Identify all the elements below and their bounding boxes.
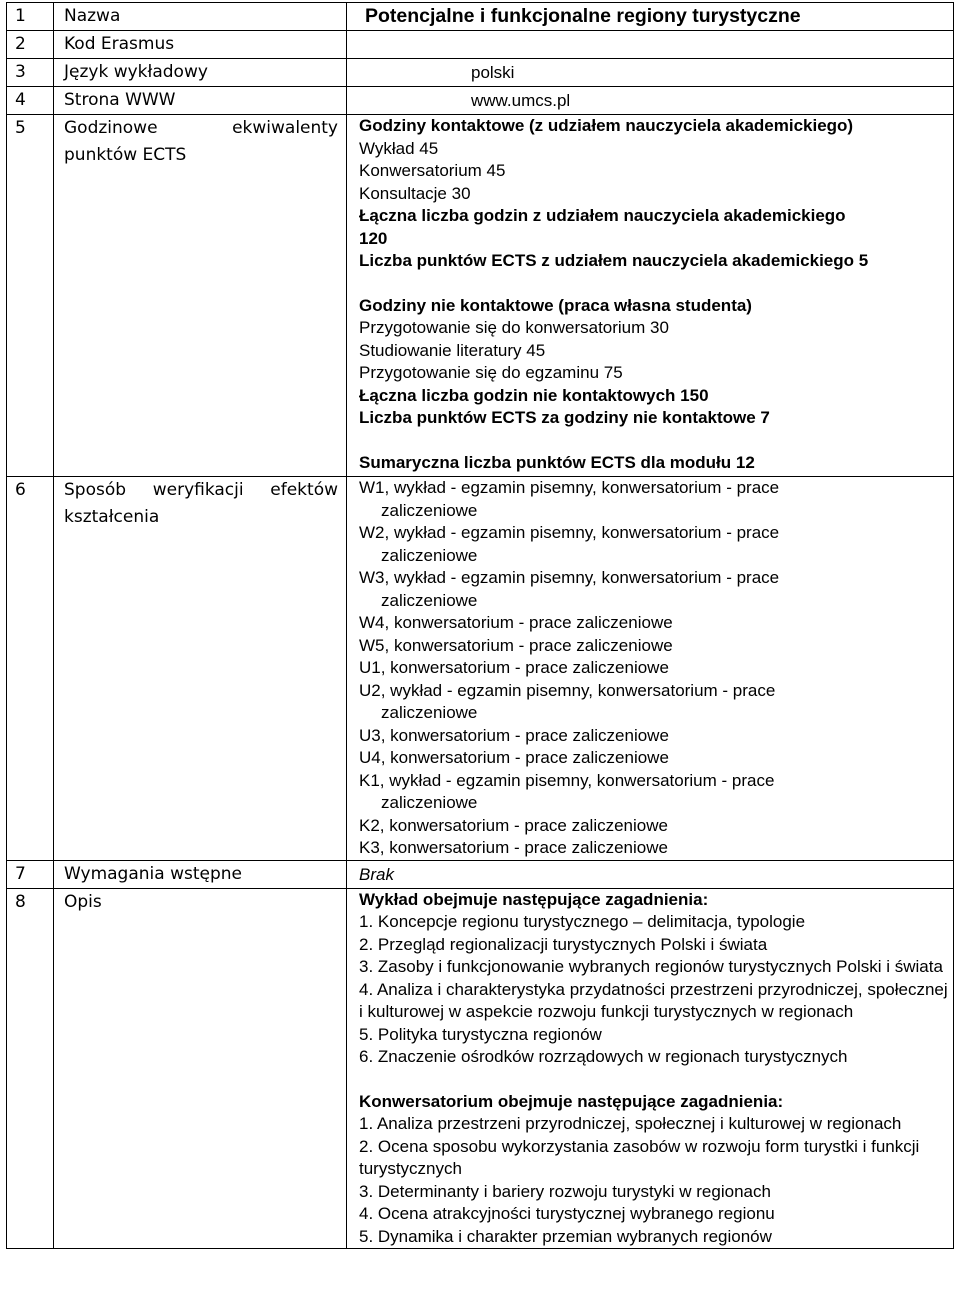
self-hours-heading: Godziny nie kontaktowe (praca własna studenta) [359,295,752,315]
description-cell [347,888,954,1249]
row-number: 4 [7,87,54,115]
lecture-topic: 3. Zasoby i funkcjonowanie wybranych regionów turystycznych Polski i świata [359,957,943,976]
effect-item-cont: zaliczeniowe [381,545,478,565]
website-cell [347,87,954,115]
label-line-2: punktów ECTS [64,145,187,165]
hours-cell [347,115,954,477]
label-line-1: Sposób weryfikacji efektów [64,480,338,500]
effect-item-cont: zaliczeniowe [381,500,478,520]
row-number: 2 [7,31,54,59]
row-label [54,115,347,477]
conversatorium-topic: 3. Determinanty i bariery rozwoju turystyki w regionach [359,1181,771,1201]
effect-item: W3, wykład - egzamin pisemny, konwersatorium - prace [359,568,780,587]
row-www [7,87,954,115]
self-item: Przygotowanie się do konwersatorium 30 [359,318,669,337]
conversatorium-heading: Konwersatorium obejmuje następujące zagadnienia: [359,1091,784,1111]
row-label: Nazwa [54,3,347,31]
syllabus-table [6,2,954,1249]
row-jezyk [7,59,954,87]
effect-item: U1, konwersatorium - prace zaliczeniowe [359,658,669,677]
row-label [54,477,347,861]
effect-item: W2, wykład - egzamin pisemny, konwersatorium - prace [359,523,780,542]
contact-total-value: 120 [359,228,388,248]
lecture-topic: 4. Analiza i charakterystyka przydatności przestrzeni przyrodniczej, społecznej i kulturowej w aspekcie rozwoju funkcji turystycznych w regionach [359,979,948,1021]
language-cell [347,59,954,87]
row-label: Opis [54,888,347,1249]
conversatorium-topic: 1. Analiza przestrzeni przyrodniczej, społecznej i kulturowej w regionach [359,1114,902,1133]
conversatorium-topic: 4. Ocena atrakcyjności turystycznej wybranego regionu [359,1204,775,1223]
language-value: polski [471,63,515,82]
effect-item-cont: zaliczeniowe [381,793,478,812]
contact-ects: Liczba punktów ECTS z udziałem nauczyciela akademickiego 5 [359,251,869,270]
contact-item: Wykład 45 [359,138,439,158]
erasmus-code [347,31,954,59]
effect-item: W4, konwersatorium - prace zaliczeniowe [359,613,673,632]
effect-item: K2, konwersatorium - prace zaliczeniowe [359,815,668,835]
conversatorium-topic: 5. Dynamika i charakter przemian wybranych regionów [359,1226,772,1246]
row-number: 1 [7,3,54,31]
row-number: 5 [7,115,54,477]
verification-cell [347,477,954,861]
contact-total: Łączna liczba godzin z udziałem nauczyciela akademickiego [359,206,846,225]
effect-item: U4, konwersatorium - prace zaliczeniowe [359,748,669,767]
row-kod [7,31,954,59]
row-label: Kod Erasmus [54,31,347,59]
lecture-topic: 6. Znaczenie ośrodków rozrządowych w regionach turystycznych [359,1047,848,1066]
self-item: Przygotowanie się do egzaminu 75 [359,363,623,382]
row-wymagania [7,860,954,888]
row-number: 8 [7,888,54,1249]
row-label: Strona WWW [54,87,347,115]
lecture-topic: 5. Polityka turystyczna regionów [359,1024,602,1044]
row-number: 3 [7,59,54,87]
row-label: Wymagania wstępne [54,860,347,888]
effect-item: K1, wykład - egzamin pisemny, konwersatorium - prace [359,770,775,790]
row-label: Język wykładowy [54,59,347,87]
effect-item-cont: zaliczeniowe [381,703,478,722]
contact-hours-heading: Godziny kontaktowe (z udziałem nauczyciela akademickiego) [359,116,854,135]
self-item: Studiowanie literatury 45 [359,340,546,360]
self-total: Łączna liczba godzin nie kontaktowych 150 [359,385,709,405]
lecture-topic: 2. Przegląd regionalizacji turystycznych Polski i świata [359,934,768,954]
row-nazwa [7,3,954,31]
ects-sum: Sumaryczna liczba punktów ECTS dla modułu 12 [359,452,755,472]
requirements-cell [347,860,954,888]
lecture-heading: Wykład obejmuje następujące zagadnienia: [359,889,709,909]
effect-item: K3, konwersatorium - prace zaliczeniowe [359,838,668,857]
website-value: www.umcs.pl [471,91,571,110]
row-number: 7 [7,860,54,888]
effect-item: U3, konwersatorium - prace zaliczeniowe [359,725,669,745]
effect-item: W5, konwersatorium - prace zaliczeniowe [359,635,673,655]
label-line-1: Godzinowe ekwiwalenty [64,118,338,138]
row-godziny [7,115,954,477]
requirements-value: Brak [359,864,394,884]
row-number: 6 [7,477,54,861]
effect-item: W1, wykład - egzamin pisemny, konwersatorium - prace [359,478,780,497]
row-opis [7,888,954,1249]
effect-item-cont: zaliczeniowe [381,590,478,610]
conversatorium-topic: 2. Ocena sposobu wykorzystania zasobów w rozwoju form turystki i funkcji turystycznych [359,1136,920,1178]
lecture-topic: 1. Koncepcje regionu turystycznego – delimitacja, typologie [359,912,806,931]
label-line-2: kształcenia [64,507,160,527]
self-ects: Liczba punktów ECTS za godziny nie kontaktowe 7 [359,408,770,427]
course-title: Potencjalne i funkcjonalne regiony turystyczne [365,5,801,27]
contact-item: Konwersatorium 45 [359,161,506,180]
row-weryfikacja [7,477,954,861]
course-name [347,3,954,31]
contact-item: Konsultacje 30 [359,183,471,203]
effect-item: U2, wykład - egzamin pisemny, konwersatorium - prace [359,680,776,700]
